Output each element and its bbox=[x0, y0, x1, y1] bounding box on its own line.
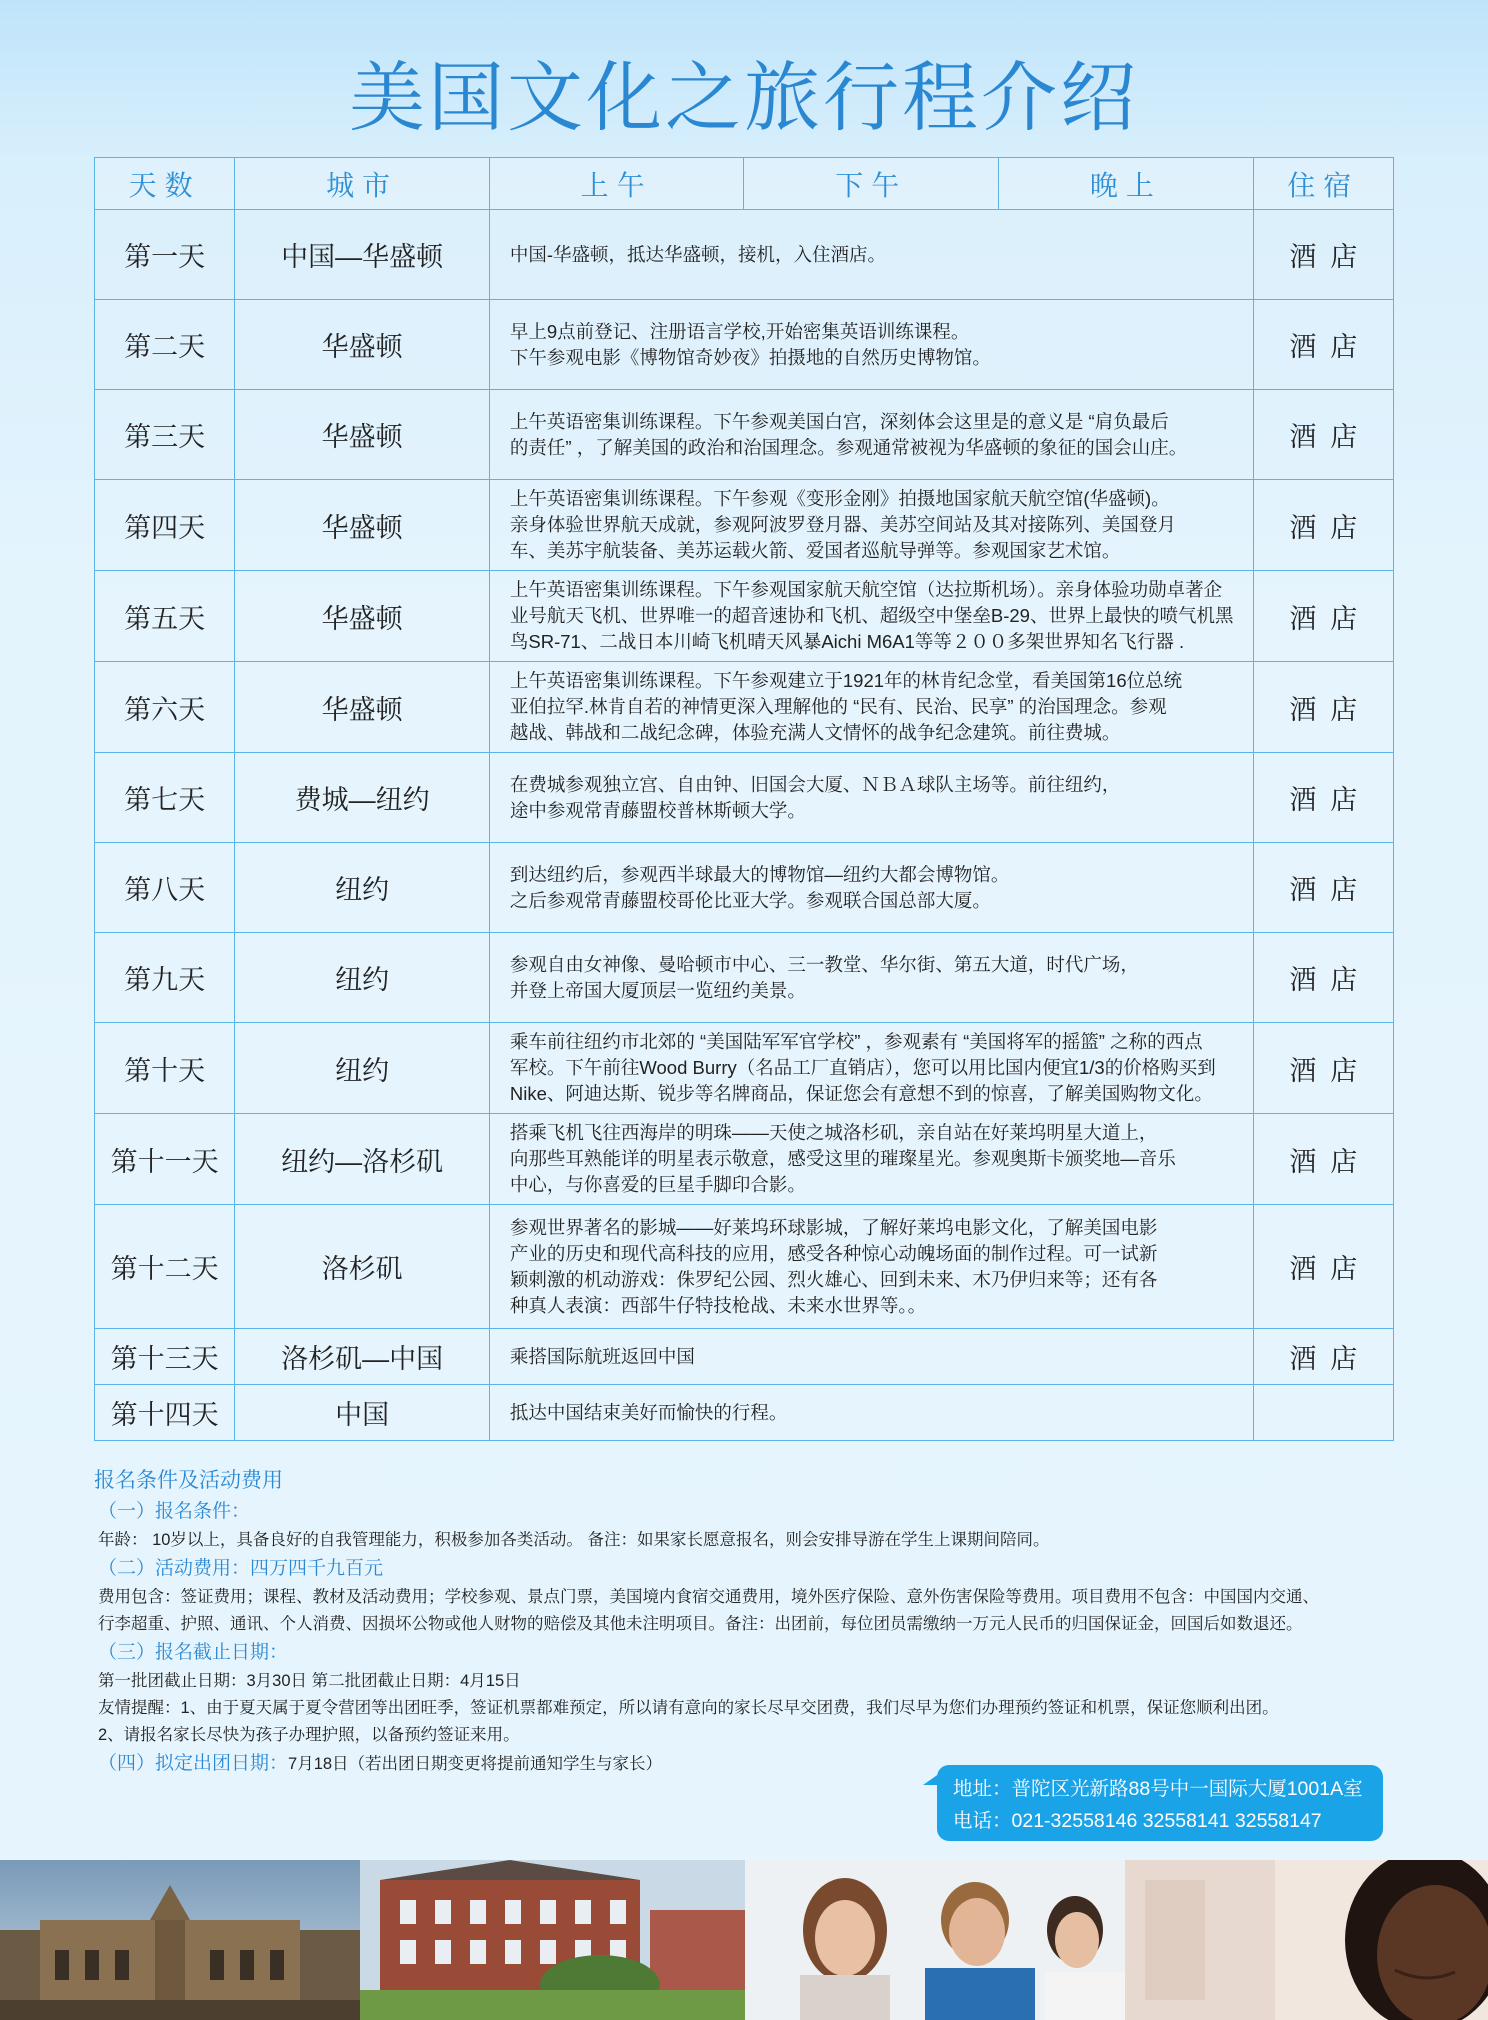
city-cell: 中国 bbox=[235, 1385, 490, 1441]
table-row bbox=[95, 571, 1394, 662]
hotel-cell bbox=[1253, 1385, 1393, 1441]
day-cell: 第七天 bbox=[95, 753, 235, 843]
table-row bbox=[95, 480, 1394, 571]
activity-line: 上午英语密集训练课程。下午参观国家航天航空馆（达拉斯机场）。亲身体验功勋卓著企 bbox=[509, 579, 1223, 600]
reading-student-photo bbox=[1125, 1860, 1488, 2020]
city-cell: 华盛顿 bbox=[235, 571, 490, 662]
activity-cell bbox=[489, 933, 1253, 1023]
header-day: 天数 bbox=[95, 158, 235, 210]
activity-line: 车、美苏宇航装备、美苏运载火箭、爱国者巡航导弹等。参观国家艺术馆。 bbox=[509, 540, 1121, 561]
hotel-cell: 酒店 bbox=[1253, 480, 1393, 571]
hotel-cell: 酒店 bbox=[1253, 571, 1393, 662]
hotel-cell: 酒店 bbox=[1253, 843, 1393, 933]
section-4-text: 7月18日（若出团日期变更将提前通知学生与家长） bbox=[288, 1755, 663, 1773]
table-row bbox=[95, 210, 1394, 300]
day-cell: 第四天 bbox=[95, 480, 235, 571]
day-cell: 第十天 bbox=[95, 1023, 235, 1114]
activity-line: 乘搭国际航班返回中国 bbox=[509, 1345, 695, 1367]
activity-cell bbox=[489, 480, 1253, 571]
activity-line: 到达纽约后，参观西半球最大的博物馆—纽约大都会博物馆。 bbox=[509, 863, 1010, 885]
day-cell: 第十三天 bbox=[95, 1329, 235, 1385]
city-cell: 洛杉矶—中国 bbox=[235, 1329, 490, 1385]
activity-line: Nike、阿迪达斯、锐步等名牌商品，保证您会有意想不到的惊喜，了解美国购物文化。 bbox=[509, 1083, 1213, 1104]
activity-line: 产业的历史和现代高科技的应用，感受各种惊心动魄场面的制作过程。可一试新 bbox=[509, 1242, 1158, 1264]
section-2-text-1: 费用包含：签证费用；课程、教材及活动费用；学校参观、景点门票，美国境内食宿交通费用，境外医疗保险、意外伤害保险等费用。项目费用不包含：中国国内交通、 bbox=[98, 1588, 1319, 1606]
page-title: 美国文化之旅行程介绍 bbox=[349, 53, 1139, 142]
section-3-text-2: 友情提醒：1、由于夏天属于夏令营团等出团旺季，签证机票都难预定，所以请有意向的家长尽早交团费，我们尽早为您们办理预约签证和机票，保证您顺利出团。 bbox=[98, 1699, 1279, 1717]
section-1-text: 年龄： 10岁以上，具备良好的自我管理能力，积极参加各类活动。 备注：如果家长愿意报名，则会安排导游在学生上课期间陪同。 bbox=[98, 1531, 1050, 1549]
activity-line: 颖刺激的机动游戏：侏罗纪公园、烈火雄心、回到未来、木乃伊归来等；还有各 bbox=[509, 1268, 1158, 1290]
activity-cell bbox=[489, 210, 1253, 300]
activity-line: 之后参观常青藤盟校哥伦比亚大学。参观联合国总部大厦。 bbox=[509, 889, 991, 911]
activity-line: 参观世界著名的影城——好莱坞环球影城，了解好莱坞电影文化，了解美国电影 bbox=[509, 1216, 1158, 1238]
contact-box bbox=[937, 1765, 1383, 1841]
activity-line: 乘车前往纽约市北郊的 “美国陆军军官学校” ，参观素有 “美国将军的摇篮” 之称的西点 bbox=[509, 1031, 1203, 1052]
activity-line: 早上9点前登记、注册语言学校,开始密集英语训练课程。 bbox=[509, 320, 970, 342]
university-building-photo bbox=[0, 1860, 360, 2020]
hotel-cell: 酒店 bbox=[1253, 753, 1393, 843]
hotel-cell: 酒店 bbox=[1253, 1205, 1393, 1329]
contact-phone: 电话：021-32558146 32558141 32558147 bbox=[953, 1810, 1322, 1832]
activity-line: 搭乘飞机飞往西海岸的明珠——天使之城洛杉矶，亲自站在好莱坞明星大道上， bbox=[509, 1122, 1158, 1143]
day-cell: 第十一天 bbox=[95, 1114, 235, 1205]
registration-info bbox=[94, 1465, 1414, 1779]
table-row bbox=[95, 1023, 1394, 1114]
activity-line: 途中参观常青藤盟校普林斯顿大学。 bbox=[509, 799, 806, 821]
day-cell: 第一天 bbox=[95, 210, 235, 300]
hotel-cell: 酒店 bbox=[1253, 933, 1393, 1023]
hotel-cell: 酒店 bbox=[1253, 662, 1393, 753]
table-row bbox=[95, 1205, 1394, 1329]
table-row bbox=[95, 843, 1394, 933]
activity-cell bbox=[489, 843, 1253, 933]
activity-cell bbox=[489, 390, 1253, 480]
hotel-cell: 酒店 bbox=[1253, 1023, 1393, 1114]
activity-line: 亚伯拉罕.林肯自若的神情更深入理解他的 “民有、民治、民享” 的治国理念。参观 bbox=[509, 696, 1167, 717]
section-1-title: （一）报名条件： bbox=[98, 1501, 251, 1522]
city-cell: 华盛顿 bbox=[235, 390, 490, 480]
hotel-cell: 酒店 bbox=[1253, 300, 1393, 390]
city-cell: 洛杉矶 bbox=[235, 1205, 490, 1329]
city-cell: 中国—华盛顿 bbox=[235, 210, 490, 300]
table-row bbox=[95, 1114, 1394, 1205]
table-header-row bbox=[95, 158, 1394, 210]
hotel-cell: 酒店 bbox=[1253, 390, 1393, 480]
header-am: 上午 bbox=[489, 158, 744, 210]
activity-line: 军校。下午前往Wood Burry（名品工厂直销店），您可以用比国内便宜1/3的价格购买到 bbox=[509, 1057, 1216, 1078]
table-row bbox=[95, 1329, 1394, 1385]
day-cell: 第六天 bbox=[95, 662, 235, 753]
header-pm: 下午 bbox=[744, 158, 999, 210]
activity-cell bbox=[489, 1023, 1253, 1114]
section-3-text-3: 2、请报名家长尽快为孩子办理护照，以备预约签证来用。 bbox=[98, 1726, 520, 1744]
info-heading: 报名条件及活动费用 bbox=[94, 1469, 283, 1492]
city-cell: 纽约 bbox=[235, 933, 490, 1023]
day-cell: 第九天 bbox=[95, 933, 235, 1023]
activity-line: 下午参观电影《博物馆奇妙夜》拍摄地的自然历史博物馆。 bbox=[509, 346, 991, 368]
header-city: 城市 bbox=[235, 158, 490, 210]
table-row bbox=[95, 753, 1394, 843]
city-cell: 华盛顿 bbox=[235, 662, 490, 753]
activity-cell bbox=[489, 1329, 1253, 1385]
day-cell: 第二天 bbox=[95, 300, 235, 390]
day-cell: 第十四天 bbox=[95, 1385, 235, 1441]
activity-line: 中国-华盛顿，抵达华盛顿，接机，入住酒店。 bbox=[509, 243, 887, 265]
activity-line: 上午英语密集训练课程。下午参观美国白宫，深刻体会这里是的意义是 “肩负最后 bbox=[509, 410, 1169, 432]
activity-line: 参观自由女神像、曼哈顿市中心、三一教堂、华尔街、第五大道，时代广场， bbox=[509, 953, 1139, 975]
header-hotel: 住宿 bbox=[1253, 158, 1393, 210]
city-cell: 纽约 bbox=[235, 1023, 490, 1114]
itinerary-table bbox=[94, 157, 1394, 1441]
contact-address: 地址：普陀区光新路88号中一国际大厦1001A室 bbox=[953, 1778, 1363, 1800]
activity-line: 并登上帝国大厦顶层一览纽约美景。 bbox=[509, 979, 806, 1001]
day-cell: 第十二天 bbox=[95, 1205, 235, 1329]
day-cell: 第三天 bbox=[95, 390, 235, 480]
activity-cell bbox=[489, 662, 1253, 753]
activity-line: 上午英语密集训练课程。下午参观建立于1921年的林肯纪念堂，看美国第16位总统 bbox=[509, 670, 1183, 691]
city-cell: 纽约—洛杉矶 bbox=[235, 1114, 490, 1205]
activity-cell bbox=[489, 1114, 1253, 1205]
activity-cell bbox=[489, 1205, 1253, 1329]
activity-line: 种真人表演：西部牛仔特技枪战、未来水世界等。。 bbox=[509, 1294, 927, 1316]
activity-cell bbox=[489, 571, 1253, 662]
section-4-title: （四）拟定出团日期： bbox=[98, 1753, 289, 1774]
students-photo bbox=[745, 1860, 1125, 2020]
day-cell: 第五天 bbox=[95, 571, 235, 662]
section-2-text-2: 行李超重、护照、通讯、个人消费、因损坏公物或他人财物的赔偿及其他未注明项目。备注：出团前，每位团员需缴纳一万元人民币的归国保证金，回国后如数退还。 bbox=[98, 1615, 1303, 1633]
campus-building-photo bbox=[360, 1860, 745, 2020]
table-row bbox=[95, 1385, 1394, 1441]
photo-strip bbox=[0, 1860, 1488, 2020]
activity-line: 上午英语密集训练课程。下午参观《变形金刚》拍摄地国家航天航空馆(华盛顿)。 bbox=[509, 488, 1170, 509]
activity-line: 越战、韩战和二战纪念碑，体验充满人文情怀的战争纪念建筑。前往费城。 bbox=[509, 722, 1121, 743]
header-evening: 晚上 bbox=[999, 158, 1254, 210]
activity-line: 鸟SR-71、二战日本川崎飞机晴天风暴Aichi M6A1等等２００多架世界知名飞行器 . bbox=[509, 631, 1185, 652]
table-row bbox=[95, 390, 1394, 480]
table-row bbox=[95, 662, 1394, 753]
section-3-text-1: 第一批团截止日期：3月30日 第二批团截止日期：4月15日 bbox=[98, 1672, 521, 1690]
day-cell: 第八天 bbox=[95, 843, 235, 933]
activity-cell bbox=[489, 1385, 1253, 1441]
activity-line: 向那些耳熟能详的明星表示敬意，感受这里的璀璨星光。参观奥斯卡颁奖地—音乐 bbox=[509, 1148, 1176, 1169]
hotel-cell: 酒店 bbox=[1253, 1329, 1393, 1385]
section-2-title: （二）活动费用：四万四千九百元 bbox=[98, 1558, 384, 1579]
activity-line: 的责任” ，了解美国的政治和治国理念。参观通常被视为华盛顿的象征的国会山庄。 bbox=[509, 436, 1188, 458]
hotel-cell: 酒店 bbox=[1253, 1114, 1393, 1205]
table-row bbox=[95, 300, 1394, 390]
hotel-cell: 酒店 bbox=[1253, 210, 1393, 300]
activity-line: 中心，与你喜爱的巨星手脚印合影。 bbox=[509, 1174, 806, 1195]
city-cell: 华盛顿 bbox=[235, 300, 490, 390]
table-row bbox=[95, 933, 1394, 1023]
city-cell: 费城—纽约 bbox=[235, 753, 490, 843]
activity-line: 亲身体验世界航天成就，参观阿波罗登月器、美苏空间站及其对接陈列、美国登月 bbox=[509, 514, 1176, 535]
activity-line: 在费城参观独立宫、自由钟、旧国会大厦、ＮＢＡ球队主场等。前往纽约， bbox=[509, 773, 1121, 795]
activity-line: 抵达中国结束美好而愉快的行程。 bbox=[509, 1401, 788, 1423]
city-cell: 纽约 bbox=[235, 843, 490, 933]
city-cell: 华盛顿 bbox=[235, 480, 490, 571]
activity-cell bbox=[489, 753, 1253, 843]
activity-cell bbox=[489, 300, 1253, 390]
section-3-title: （三）报名截止日期： bbox=[98, 1642, 289, 1663]
activity-line: 业号航天飞机、世界唯一的超音速协和飞机、超级空中堡垒B-29、世界上最快的喷气机黑 bbox=[509, 605, 1234, 626]
